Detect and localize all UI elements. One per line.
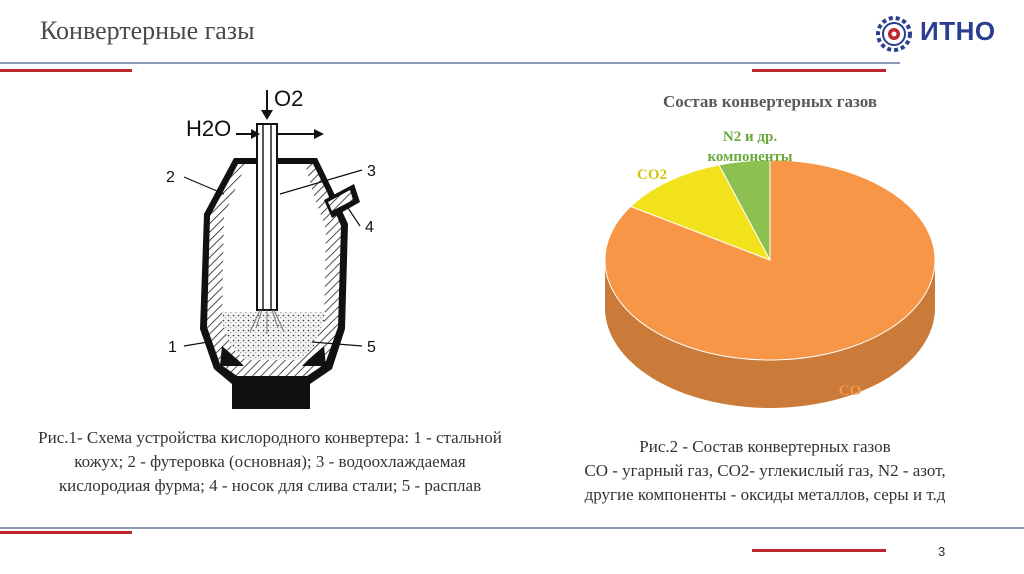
figure2-caption-line2: CO - угарный газ, CO2- углекислый газ, N2 - азот, (584, 461, 946, 480)
figure2-caption-line3: другие компоненты - оксиды металлов, серы и т.д (584, 485, 946, 504)
label-3: 3 (367, 163, 376, 180)
slice-label-co2: CO2 (637, 167, 667, 183)
footer-accent-right (752, 549, 886, 552)
slice-label-n2-line2: компоненты (707, 149, 793, 165)
header-divider (0, 62, 900, 64)
label-4: 4 (365, 219, 374, 236)
gas-composition-pie-chart (590, 85, 960, 415)
figure1-caption: Рис.1- Схема устройства кислородного конвертера: 1 - стальной кожух; 2 - футеровка (основная); 3 - водоохлаждаемая кислородиая фурма; 4 - носок для слива стали; 5 - расплав (38, 428, 502, 495)
page-number: 3 (938, 544, 946, 559)
header-accent-right (752, 69, 886, 72)
logo-text: ИТНО (920, 16, 996, 46)
o2-label: O2 (274, 86, 304, 111)
slice-label-n2-line1: N2 и др. (722, 129, 778, 145)
label-2: 2 (166, 169, 175, 186)
converter-diagram (162, 84, 392, 414)
oxygen-lance (257, 124, 277, 310)
header-accent-left (0, 69, 132, 72)
h2o-label: H2O (186, 116, 232, 141)
page-title: Конвертерные газы (40, 16, 255, 45)
label-5: 5 (367, 339, 376, 356)
chart-title: Состав конвертерных газов (662, 92, 878, 111)
logo (874, 14, 1006, 54)
gear-logo-icon (874, 14, 918, 58)
figure2-caption-line1: Рис.2 - Состав конвертерных газов (639, 437, 891, 456)
footer-accent-left (0, 531, 132, 534)
footer-divider (0, 527, 1024, 529)
slice-label-co: CO (838, 383, 862, 399)
label-1: 1 (168, 339, 177, 356)
figure2-caption (545, 435, 985, 507)
